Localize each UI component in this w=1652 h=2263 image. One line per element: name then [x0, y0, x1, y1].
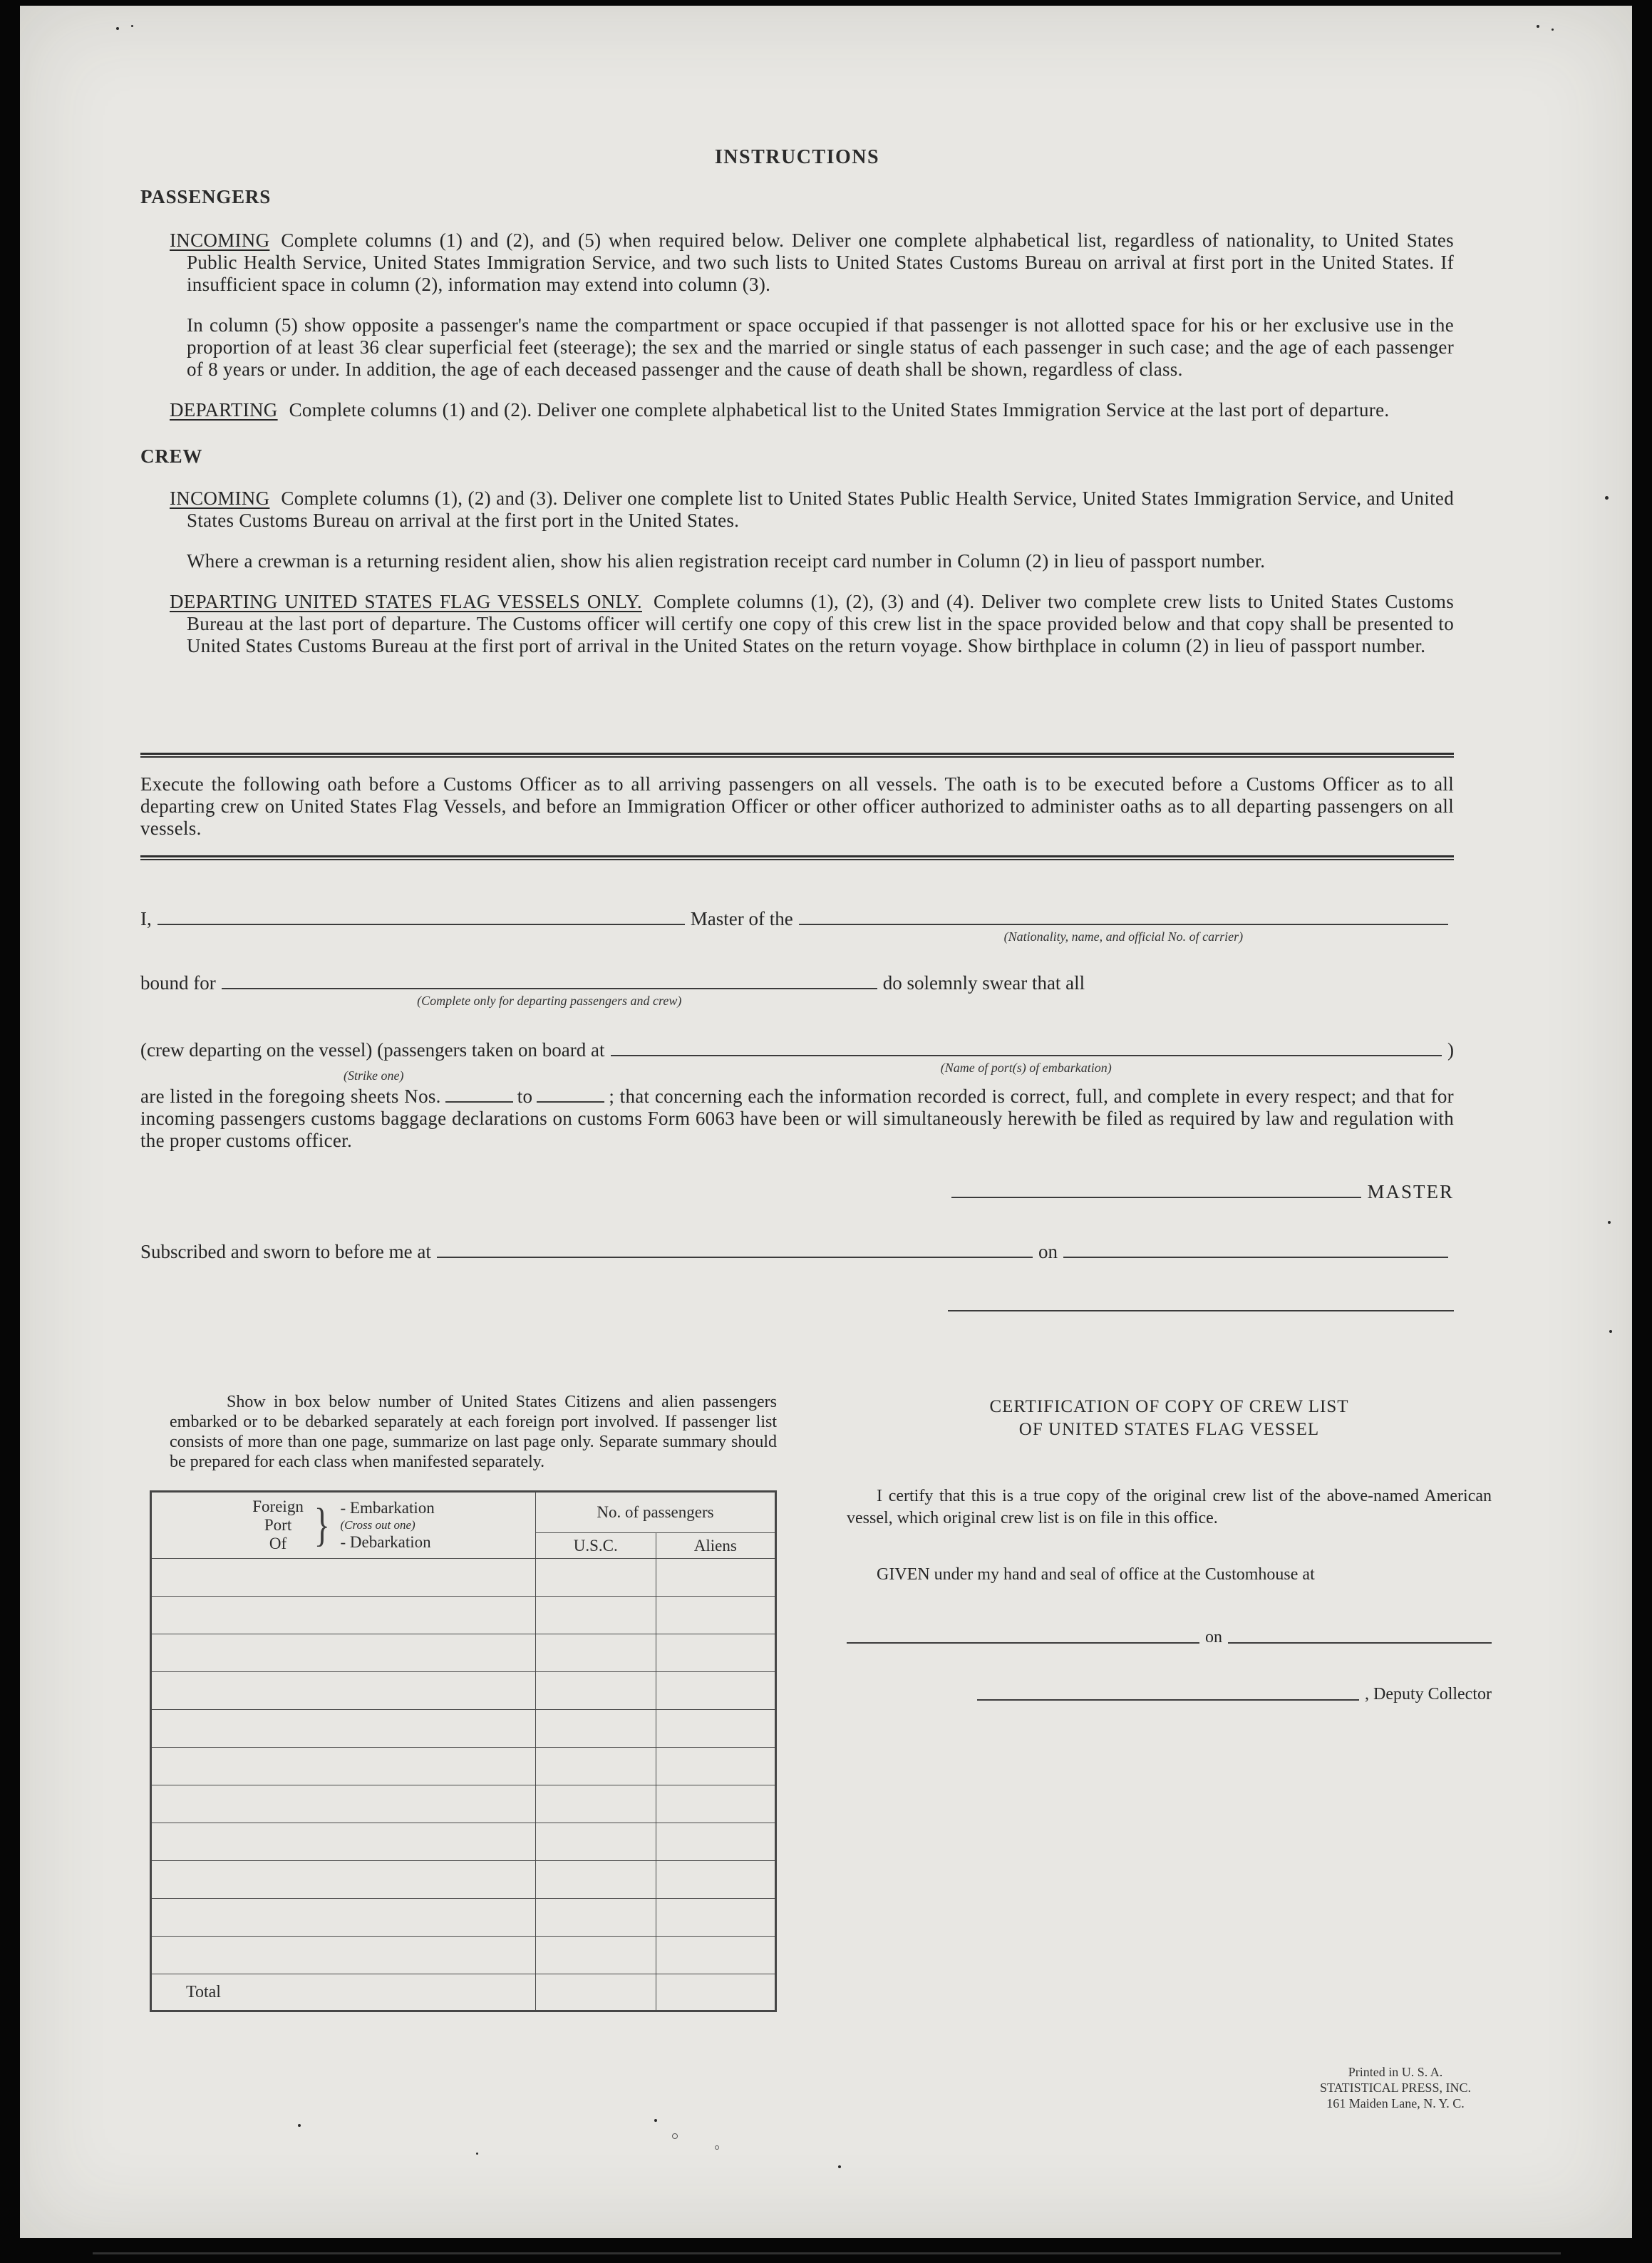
swear-text: do solemnly swear that all [882, 972, 1085, 994]
aliens-cell [656, 1672, 776, 1710]
imprint-line2: STATISTICAL PRESS, INC. [1320, 2081, 1471, 2095]
summary-section [150, 1392, 777, 2012]
strike-one-caption: (Strike one) [344, 1068, 404, 1083]
scan-speck [116, 27, 119, 30]
deputy-signature-blank [977, 1698, 1359, 1701]
usc-cell [536, 1634, 656, 1672]
usc-cell [536, 1785, 656, 1823]
crew-incoming-paragraph [140, 488, 1454, 532]
usc-column-header: U.S.C. [536, 1533, 656, 1559]
scan-speck [1609, 1330, 1612, 1333]
summary-table-row [151, 1672, 776, 1710]
certification-title-line1: CERTIFICATION OF COPY OF CREW LIST [989, 1397, 1349, 1416]
port-cell [151, 1597, 536, 1634]
summary-table-row [151, 1823, 776, 1861]
customhouse-place-blank [847, 1641, 1199, 1644]
port-cell [151, 1634, 536, 1672]
cross-out-caption: (Cross out one) [340, 1518, 415, 1532]
scan-speck [672, 2133, 678, 2139]
foreign-port-words [252, 1498, 304, 1553]
certification-section [847, 1396, 1492, 1706]
scan-speck [654, 2119, 657, 2122]
passengers-incoming-paragraph [140, 230, 1454, 296]
scan-speck [476, 2153, 478, 2155]
port-cell [151, 1785, 536, 1823]
foreign-port-header [152, 1493, 535, 1558]
port-cell [151, 1823, 536, 1861]
summary-table-row [151, 1785, 776, 1823]
usc-cell [536, 1823, 656, 1861]
sheet-to-blank [537, 1101, 604, 1103]
summary-table-row [151, 1634, 776, 1672]
crew-heading: CREW [140, 445, 203, 467]
line-spacer [847, 1705, 971, 1706]
usc-cell [536, 1559, 656, 1597]
officer-signature-blank [948, 1309, 1454, 1311]
passengers-departing-label: DEPARTING [170, 399, 278, 421]
embarkation-port-blank [611, 1053, 1442, 1075]
summary-table [150, 1490, 777, 2012]
passengers-incoming-text: Complete columns (1) and (2), and (5) when required below. Deliver one complete alphabetical list, regardless of nationality, to United States Public Health Service, United States Immigration Service, and two such lists to United States Customs Bureau on arrival at first port in the United States. If insufficient space in column (2), information may extend into column (3). [187, 230, 1454, 295]
bound-for-blank [222, 986, 877, 1008]
port-cell [151, 1899, 536, 1937]
certification-on-label: on [1205, 1628, 1222, 1646]
summary-table-row [151, 1597, 776, 1634]
certification-given-text: GIVEN under my hand and seal of office at the Customhouse at [877, 1565, 1315, 1584]
crew-departing-label: DEPARTING UNITED STATES FLAG VESSELS ONLY. [170, 591, 642, 612]
aliens-cell [656, 1823, 776, 1861]
summary-note: Show in box below number of United States Citizens and alien passengers embarked or to be debarked separately at each foreign port involved. If passenger list consists of more than one page, summarize on last page only. Separate summary should be prepared for each class when manifested separately. [170, 1393, 777, 1471]
aliens-cell [656, 1634, 776, 1672]
double-rule [140, 753, 1454, 758]
double-rule [140, 855, 1454, 860]
bound-for-label: bound for [140, 972, 216, 994]
usc-cell [536, 1937, 656, 1974]
crew-departing-paragraph [140, 591, 1454, 657]
subscribed-date-blank [1063, 1255, 1448, 1258]
master-name-blank [158, 922, 685, 925]
scan-speck [1537, 25, 1539, 28]
carrier-caption: (Nationality, name, and official No. of carrier) [1003, 929, 1244, 944]
master-signature-label: MASTER [1367, 1181, 1454, 1202]
aliens-cell [656, 1710, 776, 1748]
debarkation-option: - Debarkation [340, 1533, 431, 1551]
carrier-blank [799, 922, 1448, 944]
total-aliens-cell [656, 1974, 776, 2011]
usc-cell [536, 1861, 656, 1899]
summary-table-header [151, 1492, 776, 1559]
crew-incoming-text: Complete columns (1), (2) and (3). Deliver one complete list to United States Public Health Service, United States Immigration Service, and United States Customs Bureau on arrival at the first port in the United States. [187, 488, 1454, 531]
summary-table-row [151, 1937, 776, 1974]
of-word: Of [269, 1535, 287, 1552]
bound-for-caption: (Complete only for departing passengers and crew) [417, 994, 682, 1008]
port-cell [151, 1710, 536, 1748]
summary-table-row [151, 1559, 776, 1597]
brace-glyph: } [314, 1499, 330, 1551]
summary-table-row [151, 1861, 776, 1899]
port-word: Port [264, 1516, 292, 1534]
aliens-column-header: Aliens [656, 1533, 776, 1559]
subscribed-label: Subscribed and sworn to before me at [140, 1241, 431, 1262]
aliens-cell [656, 1899, 776, 1937]
foreign-port-header-cell [151, 1492, 536, 1559]
port-cell [151, 1748, 536, 1785]
total-usc-cell [536, 1974, 656, 2011]
usc-cell [536, 1710, 656, 1748]
scan-edge-line [93, 2252, 1561, 2254]
passengers-incoming-note: In column (5) show opposite a passenger's name the compartment or space occupied if that passenger is not allotted space for his or her exclusive use in the proportion of at least 36 clear superficial feet (steerage); the sex and the married or single status of each passenger in such case; and the age of each passenger of 8 years or under. In addition, the age of each deceased passenger and the cause of death shall be shown, regardless of class. [187, 314, 1454, 380]
summary-table-row [151, 1710, 776, 1748]
summary-table-body [151, 1559, 776, 2011]
subscribed-place-blank [437, 1255, 1033, 1258]
imprint-line1: Printed in U. S. A. [1348, 2065, 1443, 2079]
summary-table-total-row [151, 1974, 776, 2011]
scan-speck [1608, 1221, 1611, 1224]
passengers-count-header: No. of passengers [536, 1492, 776, 1533]
paper-sheet [20, 6, 1632, 2238]
aliens-cell [656, 1597, 776, 1634]
i-label: I, [140, 908, 152, 929]
port-cell [151, 1672, 536, 1710]
certification-body: I certify that this is a true copy of the original crew list of the above-named American vessel, which original crew list is on file in this office. [847, 1487, 1492, 1527]
deputy-collector-line [847, 1683, 1492, 1706]
deputy-collector-label: , Deputy Collector [1365, 1685, 1492, 1703]
master-of-label: Master of the [690, 908, 793, 929]
scan-speck [298, 2124, 301, 2127]
embarkation-option: - Embarkation [340, 1499, 435, 1517]
sheets-paragraph [140, 1086, 1454, 1152]
summary-table-row [151, 1899, 776, 1937]
total-label-cell: Total [151, 1974, 536, 2011]
crew-incoming-note: Where a crewman is a returning resident alien, show his alien registration receipt card number in Column (2) in lieu of passport number. [187, 550, 1266, 572]
scan-speck [1605, 496, 1609, 500]
certification-date-blank [1228, 1641, 1492, 1644]
port-cell [151, 1861, 536, 1899]
page-title: INSTRUCTIONS [714, 146, 880, 168]
subscribed-on-label: on [1038, 1241, 1058, 1262]
sheets-text-end: ; that concerning each the information recorded is correct, full, and complete in every respect; and that for incoming passengers customs baggage declarations on customs Form 6063 have been or will simultaneously herewith be filed as required by law and regulation with the proper customs officer. [140, 1086, 1454, 1151]
passengers-heading: PASSENGERS [140, 186, 272, 207]
embarkation-caption: (Name of port(s) of embarkation) [940, 1061, 1112, 1075]
embark-debark-words [341, 1500, 435, 1551]
crew-incoming-label: INCOMING [170, 488, 270, 509]
sheets-to-label: to [517, 1086, 533, 1107]
sheets-text-start: are listed in the foregoing sheets Nos. [140, 1086, 441, 1107]
passengers-departing-paragraph [140, 399, 1454, 421]
subscribed-line [140, 1240, 1454, 1263]
printer-imprint [1296, 2064, 1495, 2111]
scan-speck [838, 2165, 841, 2168]
strike-text: (crew departing on the vessel) (passengers taken on board at [140, 1039, 605, 1061]
imprint-line3: 161 Maiden Lane, N. Y. C. [1326, 2096, 1465, 2110]
master-signature-line [140, 1180, 1454, 1203]
port-cell [151, 1937, 536, 1974]
scan-speck [1552, 29, 1554, 31]
usc-cell [536, 1899, 656, 1937]
embarkation-line [140, 1038, 1454, 1083]
aliens-cell [656, 1748, 776, 1785]
port-cell [151, 1559, 536, 1597]
foreign-word: Foreign [252, 1498, 304, 1515]
scan-speck [131, 25, 133, 27]
passengers-incoming-label: INCOMING [170, 230, 270, 251]
aliens-cell [656, 1861, 776, 1899]
aliens-cell [656, 1785, 776, 1823]
usc-cell [536, 1672, 656, 1710]
master-name-line [140, 907, 1454, 944]
scan-speck [715, 2145, 719, 2150]
close-paren: ) [1447, 1039, 1454, 1061]
crew-departing-text: Complete columns (1), (2), (3) and (4). Deliver two complete crew lists to United States Customs Bureau at the last port of departure. The Customs officer will certify one copy of this crew list in the space provided below and that copy shall be presented to United States Customs Bureau at the first port of arrival in the United States on the return voyage. Show birthplace in column (2) in lieu of passport number. [187, 591, 1454, 656]
aliens-cell [656, 1559, 776, 1597]
certification-title-line2: OF UNITED STATES FLAG VESSEL [1018, 1420, 1320, 1439]
usc-cell [536, 1748, 656, 1785]
usc-cell [536, 1597, 656, 1634]
master-signature-blank [951, 1195, 1361, 1198]
passengers-departing-text: Complete columns (1) and (2). Deliver one complete alphabetical list to the United States Immigration Service at the last port of departure. [289, 399, 1390, 421]
aliens-cell [656, 1937, 776, 1974]
oath-intro: Execute the following oath before a Customs Officer as to all arriving passengers on all vessels. The oath is to be executed before a Customs Officer as to all departing crew on United States Flag Vessels, and before an Immigration Officer or other officer authorized to administer oaths as to all departing passengers on all vessels. [140, 773, 1454, 839]
officer-signature-line [140, 1309, 1454, 1316]
bound-for-line [140, 971, 1454, 1008]
summary-table-row [151, 1748, 776, 1785]
instructions-section [140, 146, 1454, 657]
sheet-from-blank [445, 1101, 513, 1103]
certification-place-date-line [847, 1626, 1492, 1649]
oath-section [140, 733, 1454, 1316]
